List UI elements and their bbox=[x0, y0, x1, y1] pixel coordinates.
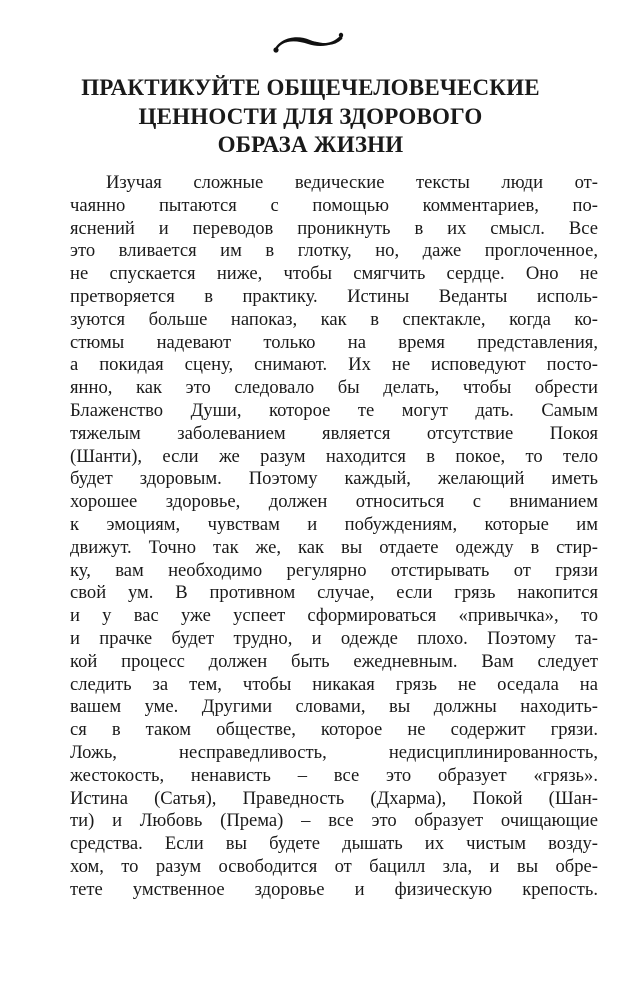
text-line: тете умственное здоровье и физическую крепость. bbox=[70, 878, 598, 900]
text-line: стюмы надевают только на время представления, bbox=[70, 331, 598, 353]
text-line: средства. Если вы будете дышать их чистым возду- bbox=[70, 833, 598, 855]
text-line: не спускается ниже, чтобы смягчить сердце. Оно не bbox=[70, 263, 598, 285]
text-line: к эмоциям, чувствам и побуждениям, которые им bbox=[70, 513, 598, 535]
text-line: ку, вам необходимо регулярно отстирывать от грязи bbox=[70, 559, 598, 581]
text-line: ти) и Любовь (Према) – все это образует очищающие bbox=[70, 810, 598, 832]
heading-line: ОБРАЗА ЖИЗНИ bbox=[217, 132, 404, 157]
heading-line: ПРАКТИКУЙТЕ ОБЩЕЧЕЛОВЕЧЕСКИЕ bbox=[81, 75, 540, 100]
text-line: это вливается им в глотку, но, даже проглоченное, bbox=[70, 240, 598, 262]
text-line: яснений и переводов проникнуть в их смысл. Все bbox=[70, 217, 598, 239]
body-paragraph bbox=[70, 172, 598, 902]
text-line: зуются больше напоказ, как в спектакле, когда ко- bbox=[70, 308, 598, 330]
text-line: хом, то разум освободится от бацилл зла, и вы обре- bbox=[70, 855, 598, 877]
text-line: ся в таком обществе, которое не содержит грязи. bbox=[70, 719, 598, 741]
text-line: Изучая сложные ведические тексты люди от- bbox=[106, 172, 598, 193]
text-line: жестокость, ненависть – все это образует «грязь». bbox=[70, 764, 598, 786]
text-line: вашем уме. Другими словами, вы должны находить- bbox=[70, 696, 598, 718]
text-line: Истина (Сатья), Праведность (Дхарма), Покой (Шан- bbox=[70, 787, 598, 809]
text-line: Ложь, несправедливость, недисциплинированность, bbox=[70, 741, 598, 763]
text-line: кой процесс должен быть ежедневным. Вам следует bbox=[70, 650, 598, 672]
text-line: а покидая сцену, снимают. Их не исповедуют посто- bbox=[70, 354, 598, 376]
text-line: (Шанти), если же разум находится в покое, то тело bbox=[70, 445, 598, 467]
text-line: движут. Точно так же, как вы отдаете одежду в стир- bbox=[70, 536, 598, 558]
chapter-heading bbox=[40, 74, 581, 160]
text-line: тяжелым заболеванием является отсутствие Покоя bbox=[70, 422, 598, 444]
text-line: хорошее здоровье, должен относиться с вниманием bbox=[70, 491, 598, 513]
text-line: следить за тем, чтобы никакая грязь не оседала на bbox=[70, 673, 598, 695]
text-line: претворяется в практику. Истины Веданты исполь- bbox=[70, 285, 598, 307]
text-line: свой ум. В противном случае, если грязь накопится bbox=[70, 582, 598, 604]
text-line: Блаженство Души, которое те могут дать. Самым bbox=[70, 399, 598, 421]
text-line: и прачке будет трудно, и одежде плохо. Поэтому та- bbox=[70, 627, 598, 649]
flourish-ornament-icon bbox=[270, 28, 346, 56]
text-line: чаянно пытаются с помощью комментариев, по- bbox=[70, 194, 598, 216]
heading-line: ЦЕННОСТИ ДЛЯ ЗДОРОВОГО bbox=[138, 103, 483, 129]
text-line: и у вас уже успеет сформироваться «привычка», то bbox=[70, 605, 598, 627]
text-line: будет здоровым. Поэтому каждый, желающий иметь bbox=[70, 468, 598, 490]
text-line: янно, как это следовало бы делать, чтобы обрести bbox=[70, 377, 598, 399]
